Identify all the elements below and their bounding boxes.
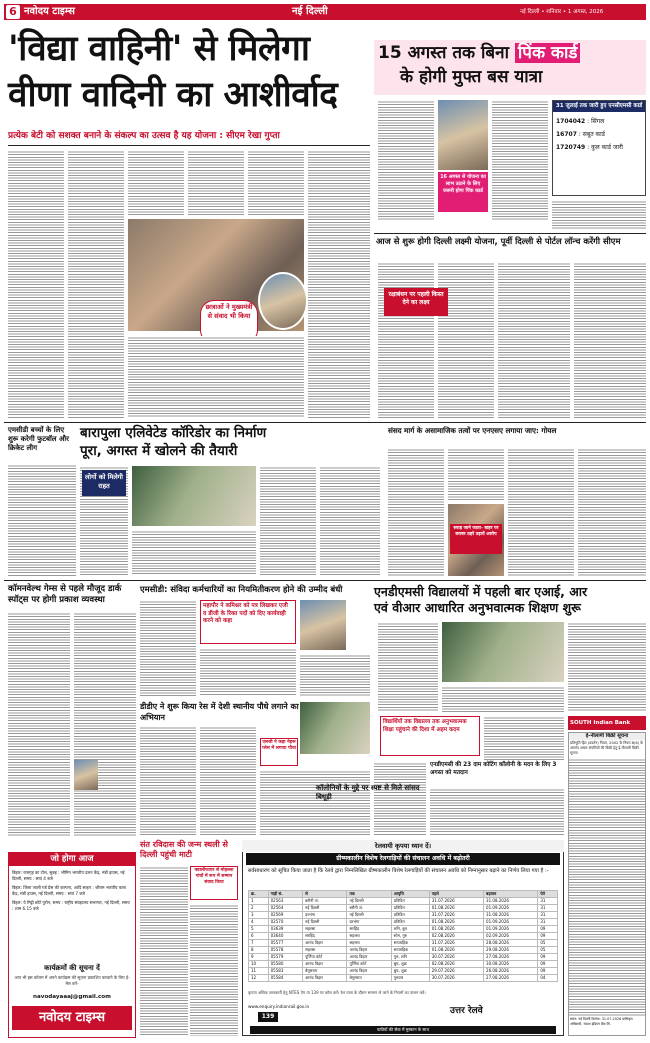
mcd-staff-headline: एमसीडी: संविदा कर्मचारियों का नियमितीकरण होने की उम्मीद बंधी — [140, 584, 343, 594]
railway-table-cell: आनंद विहार — [347, 968, 391, 975]
railway-table-cell: 02.08.2026 — [429, 961, 483, 968]
ndmc-headline-1: एनडीएमसी विद्यालयों में पहली बार एआई, आर — [374, 584, 588, 599]
railway-table-cell: सरहिंद — [347, 926, 391, 933]
pink-body-col2 — [492, 100, 548, 220]
railway-table-cell: गुरु, शनि — [391, 954, 429, 961]
railway-table-cell: सहरसा — [347, 933, 391, 940]
railway-table-cell: 31.07.2026 — [429, 912, 483, 919]
railway-table-cell: 02.08.2026 — [429, 933, 483, 940]
event-item: बिहार: जिला जाली गर्ड प्रेस की कल्पना, आदि साहन : श्रीराम भारतीय कला केंद्र, मंडी हाउस, नई दिल्ली, समय : सायं 7 बजे — [12, 885, 126, 896]
barapula-body-col2 — [132, 530, 256, 576]
dda-body-col2 — [200, 726, 256, 836]
railway-table-cell: 26.08.2026 — [484, 968, 538, 975]
barapula-inset: लोगों को मिलेगी राहत — [82, 470, 126, 496]
pink-card-headline-1: 15 अगस्त तक बिना पिंक कार्ड — [378, 42, 580, 64]
divider — [8, 145, 370, 146]
sports-headline: एमसीडी बच्चों के लिए शुरू करेगी फुटबॉल और क्रिकेट लीग — [8, 426, 70, 452]
railway-table-cell: 02563 — [268, 898, 303, 905]
railway-footer: यात्रियों की सेवा में मुस्कान के साथ — [250, 1026, 556, 1034]
railway-table-cell: प्रतिदिन — [391, 898, 429, 905]
railway-table-cell: 30.07.2026 — [429, 954, 483, 961]
railway-table-cell: सहरसा — [347, 940, 391, 947]
dda-callout: एलजी ने कहा नेहरू प्लेस में लगाया पौधा — [260, 738, 298, 766]
railway-table-cell: 27.08.2026 — [484, 954, 538, 961]
railway-table-row — [249, 947, 558, 954]
railway-table-cell: 6 — [249, 933, 269, 940]
railway-table-cell: 11 — [249, 968, 269, 975]
railway-table-cell: बुध, शुक्र — [391, 968, 429, 975]
railway-table-cell: 28.08.2026 — [484, 940, 538, 947]
railway-table-cell: 05580 — [268, 961, 303, 968]
events-notice-text: आप भी इस कॉलम में अपने कार्यक्रम की सूचना प्रकाशित करवाने के लिए ई-मेल करें- — [14, 975, 130, 986]
railway-table-cell: 09 — [538, 933, 558, 940]
railway-table — [248, 890, 558, 982]
barapula-headline-1: बारापुला एलिवेटेड कॉरिडोर का निर्माण — [80, 425, 267, 441]
lead-body-col4 — [188, 150, 244, 215]
stats-box — [552, 100, 646, 196]
railway-table-cell: 30.07.2026 — [429, 975, 483, 982]
bank-logo: SOUTH Indian Bank — [570, 720, 631, 726]
railway-table-row — [249, 919, 558, 926]
railway-table-row — [249, 926, 558, 933]
event-item: बिहार: ये मिट्टी छोटे पुरोन, समय : राष्ट्रीय संग्रहालय सभागार, नई दिल्ली, समय : शाम 6.15 बजे — [12, 900, 130, 911]
mcd-body-col2 — [200, 648, 296, 696]
railway-table-cell: 31.08.2026 — [484, 898, 538, 905]
railway-table-cell: आनंद विहार — [347, 947, 391, 954]
railway-table-cell: प्रतिदिन — [391, 912, 429, 919]
bank-notice-text: प्रतिभूति हित (प्रवर्तन) नियम, 2002 के नियम 8(6) के अंतर्गत अचल संपत्तियों की बिक्री हेतु ई-नीलामी बिक्री सूचना — [570, 741, 643, 755]
barapula-headline-2: पूरा, अगस्त में खोलने की तैयारी — [80, 443, 238, 459]
railway-table-cell: 9 — [249, 954, 269, 961]
parliament-body-col3 — [508, 448, 574, 576]
photo-caption: छात्राओं ने मुख्यमंत्री से संवाद भी किया — [200, 300, 258, 344]
barapula-body-col4 — [320, 466, 380, 576]
barapula-body-col3 — [260, 466, 316, 576]
railway-table-cell: गुरुवार — [391, 975, 429, 982]
railway-table-cell: बेगूसराय — [303, 968, 347, 975]
railway-table-cell: 05579 — [268, 954, 303, 961]
events-title: जो होगा आज — [8, 852, 136, 866]
railway-table-cell: 05577 — [268, 940, 303, 947]
railway-table-cell: 29.08.2026 — [484, 947, 538, 954]
pink-card-highlight: पिंक कार्ड — [515, 43, 581, 63]
pink-photo — [438, 100, 488, 170]
railway-table-cell: 05578 — [268, 947, 303, 954]
events-email: navodayaaaj@gmail.com — [33, 994, 111, 1000]
dda-headline: डीडीए ने शुरू किया रेस में देशी स्थानीय पौधे लगाने का अभियान — [140, 702, 299, 722]
railway-table-cell: शनि, बुध — [391, 926, 429, 933]
ndmc-body-col4 — [484, 716, 564, 760]
railway-note: कृपया अधिक जानकारी हेतु NTES ऐप या 139 पर कॉल करें। रेल यात्रा के दौरान सामान ले जाने के नियमों का पालन करें। — [248, 990, 426, 995]
lead-body-bottom — [128, 336, 304, 418]
barapula-photo — [132, 466, 256, 526]
bank-notice — [568, 732, 646, 1036]
railway-table-cell: पूर्णिया कोर्ट — [303, 954, 347, 961]
footer-brand-logo: नवोदय टाइम्स — [12, 1006, 132, 1030]
railway-table-cell: सहरसा — [303, 926, 347, 933]
railway-banner: रेलवायी कृपया ध्यान दें। — [242, 840, 564, 852]
railway-table-cell: 31 — [538, 898, 558, 905]
railway-table-cell: आनंद विहार — [303, 975, 347, 982]
pink-body-col3 — [552, 200, 646, 230]
dark-spots-headline: कॉमनवेल्थ गेम्स से पहले मौजूद डार्क स्पॉट्स पर होगी प्रकाश व्यवस्था — [8, 584, 122, 605]
lakshmi-headline: आज से शुरू होगी दिल्ली लक्ष्मी योजना, पूर्वी दिल्ली से पोर्टल लॉन्च करेंगी सीएम — [376, 236, 621, 246]
stat-row: 1704042 : सिंगल — [556, 118, 605, 125]
ndmc-body-col3 — [568, 622, 646, 712]
pink-callout: 16 अगस्त से योजना का लाभ उठाने के लिए जरूरी होगा पिंक कार्ड — [438, 172, 488, 212]
parliament-headline: संसद मार्ग के असामाजिक तत्वों पर एनएसए लगाया जाए: गोयल — [388, 426, 557, 435]
railway-table-cell: 31 — [538, 912, 558, 919]
railway-table-cell: 30.08.2026 — [484, 961, 538, 968]
ndmc-body-col2 — [442, 686, 564, 712]
railway-logo: उत्तर रेलवे — [450, 1006, 483, 1016]
railway-table-cell: 4 — [249, 919, 269, 926]
railway-helpline: 139 — [258, 1012, 278, 1022]
railway-table-cell: साप्ताहिक — [391, 947, 429, 954]
railway-table-cell: दरभंगा — [347, 919, 391, 926]
railway-table-cell: 05584 — [268, 975, 303, 982]
bank-notice-body — [569, 758, 645, 1016]
sant-callout: क्वालीफायर से मोहल्ला गांवों में रूप में सम्मान संवाद किया — [190, 866, 238, 900]
lead-headline-1: 'विद्या वाहिनी' से मिलेगा — [8, 29, 310, 69]
railway-table-header: क्र. गाड़ी सं. से तक आवृत्ति पहले बढ़ाकर फेरे — [249, 891, 558, 898]
lead-body-col5 — [248, 150, 304, 215]
railway-table-cell: 05 — [538, 940, 558, 947]
ndmc-body-col1 — [378, 622, 438, 712]
railway-table-cell: 05 — [538, 947, 558, 954]
railway-table-cell: पूर्णिया कोर्ट — [347, 961, 391, 968]
date-line: नई दिल्ली • शनिवार • 1 अगस्त, 2026 — [520, 9, 604, 15]
dda-body-col3 — [260, 770, 370, 836]
railway-table-cell: 01.09.2026 — [484, 905, 538, 912]
lead-body-col1 — [8, 150, 64, 418]
lead-body-col3 — [128, 150, 184, 215]
railway-table-row — [249, 968, 558, 975]
railway-table-cell: 10 — [249, 961, 269, 968]
railway-table-row — [249, 961, 558, 968]
sant-body-col2 — [190, 904, 238, 1036]
railway-table-cell: आनंद विहार — [347, 954, 391, 961]
railway-table-cell: 12 — [249, 975, 269, 982]
lead-subhead: प्रत्येक बेटी को सशक्त बनाने के संकल्प का उत्सव है यह योजना : सीएम रेखा गुप्ता — [8, 131, 280, 141]
railway-table-cell: 03639 — [268, 926, 303, 933]
railway-table-cell: आनंद विहार — [303, 940, 347, 947]
event-item: बिहार: राजगृह का टोल, सुबह : भीमिन भारतीय दलन केंद्र, मंडी हाउस, नई दिल्ली, समय : सायं 4 बजे — [12, 870, 125, 881]
lg-photo — [300, 702, 370, 754]
railway-table-cell: सहरसा — [303, 947, 347, 954]
railway-table-cell: 01.08.2026 — [429, 905, 483, 912]
mcd-body-col1 — [140, 600, 196, 696]
divider — [4, 580, 646, 581]
stats-list — [553, 112, 645, 157]
railway-table-cell: 01.09.2026 — [484, 926, 538, 933]
bank-title: ई-नीलामी बिक्री सूचना — [569, 733, 645, 740]
pink-card-headline-2: के होगी मुफ्त बस यात्रा — [400, 67, 543, 87]
author-photo — [74, 760, 98, 790]
dda-body-col1 — [140, 726, 196, 836]
railway-table-cell: 31 — [538, 919, 558, 926]
ndmc-sub-headline: एनडीएमसी की 23 दाम कोटिंग कॉलोनी के मदन के लिए 3 अगस्त को मतदान — [430, 762, 557, 776]
section-name: नई दिल्ली — [292, 6, 328, 17]
railway-table-cell: 02564 — [268, 905, 303, 912]
lakshmi-body-col3 — [498, 262, 570, 418]
railway-table-cell: 01.08.2026 — [429, 926, 483, 933]
ndmc-body-col5 — [430, 788, 564, 836]
railway-table-cell: 09 — [538, 954, 558, 961]
mcd-callout: महापौर ने कमिश्नर को पत्र लिखकर एजी व डीजी के रिक्त पदों को दिए कार्यवाही करने को कहा — [200, 600, 296, 644]
brand-logo: नवोदय टाइम्स — [24, 6, 75, 17]
lead-headline-2: वीणा वादिनी का आशीर्वाद — [8, 75, 338, 115]
ndmc-headline-2: एवं वीआर आधारित अनुभवात्मक शिक्षण शुरू — [374, 600, 581, 615]
lead-body-col6 — [308, 150, 370, 418]
railway-table-cell: 03640 — [268, 933, 303, 940]
railway-table-cell: साप्ताहिक — [391, 940, 429, 947]
railway-table-cell: 1 — [249, 898, 269, 905]
stat-row: 1720749 : कुल कार्ड जारी — [556, 144, 623, 151]
railway-table-cell: 02569 — [268, 912, 303, 919]
railway-title: ग्रीष्मकालीन विशेष रेलगाड़ियों की संचालन अवधि में बढ़ोतरी — [246, 853, 560, 865]
railway-table-row — [249, 898, 558, 905]
bank-footer: स्थान: नई दिल्ली दिनांक: 31.07.2026 प्राधिकृत अधिकारी, साउथ इंडियन बैंक लि. — [570, 1017, 633, 1026]
railway-table-cell: बरौनी जं. — [347, 905, 391, 912]
sports-body — [8, 464, 76, 576]
railway-table-cell: आनंद विहार — [303, 961, 347, 968]
railway-table-cell: 04 — [538, 975, 558, 982]
railway-table-cell: 7 — [249, 940, 269, 947]
sant-body-col1 — [140, 866, 188, 1036]
railway-table-row — [249, 905, 558, 912]
colony-headline: कॉलोनियों के मुद्दे पर स्पष्ट से मिले सांसद बिधूड़ी — [316, 784, 420, 801]
railway-table-cell: 5 — [249, 926, 269, 933]
cm-inset-photo — [258, 272, 308, 330]
railway-table-cell: 3 — [249, 912, 269, 919]
divider — [374, 233, 646, 234]
railway-table-cell: नई दिल्ली — [347, 898, 391, 905]
railway-table-row — [249, 954, 558, 961]
page-number: 6 — [6, 5, 20, 19]
railway-table-cell: 01.09.2026 — [484, 919, 538, 926]
railway-table-cell: नई दिल्ली — [303, 905, 347, 912]
railway-intro: सर्वसाधारण को सूचित किया जाता है कि रेलवे द्वारा निम्नलिखित ग्रीष्मकालीन विशेष रेलगाड़ियों की संचालन अवधि को निम्नानुसार बढ़ाने का निर्णय लिया गया है :- — [248, 868, 549, 874]
lead-body-col2 — [68, 150, 124, 418]
railway-table-cell: 31.08.2026 — [484, 912, 538, 919]
sant-headline: संत रविदास की जन्म स्थली से दिल्ली पहुंची माटी — [140, 840, 228, 859]
pink-body-col1 — [378, 100, 434, 220]
railway-table-row — [249, 975, 558, 982]
ndmc-callout: विद्यार्थियों तक विद्यालय तक अनुभवात्मक शिक्षा पहुंचाने की दिशा में अहम कदम — [380, 716, 480, 756]
railway-table-cell: नई दिल्ली — [347, 912, 391, 919]
stats-title: 31 जुलाई तक जारी हुए एनसीएमसी कार्ड — [553, 101, 645, 112]
railway-table-cell: 8 — [249, 947, 269, 954]
lakshmi-body-col2 — [438, 262, 494, 418]
railway-table-row — [249, 940, 558, 947]
railway-website[interactable]: www.enquiry.indianrail.gov.in — [248, 1004, 310, 1009]
parliament-body-col4 — [578, 448, 646, 576]
events-list — [12, 870, 132, 912]
dark-spots-body-col1 — [8, 612, 70, 836]
railway-table-cell: 09 — [538, 926, 558, 933]
stat-row: 16707 : सबूत कार्ड — [556, 131, 605, 138]
railway-table-cell: 2 — [249, 905, 269, 912]
dark-spots-body-col2 — [74, 612, 136, 836]
railway-table-cell: दरभंगा — [303, 912, 347, 919]
railway-table-cell: 05583 — [268, 968, 303, 975]
railway-table-row — [249, 933, 558, 940]
railway-table-cell: 01.08.2026 — [429, 947, 483, 954]
events-notice-title: कार्यक्रमों की सूचना दें — [44, 964, 100, 972]
railway-table-cell: सोम, गुरु — [391, 933, 429, 940]
mcd-body-col3 — [300, 654, 370, 696]
parliament-callout: सराह जाने जाता- बाहर पर बराबर ठहरे उड़ायें आरोप — [450, 524, 502, 554]
railway-table-cell: 31 — [538, 905, 558, 912]
railway-table-cell: प्रतिदिन — [391, 919, 429, 926]
railway-table-cell: बेगूसराय — [347, 975, 391, 982]
parliament-body-col1 — [388, 448, 444, 576]
railway-table-cell: 31.07.2026 — [429, 898, 483, 905]
parliament-body-col2 — [448, 448, 504, 500]
railway-table-row — [249, 912, 558, 919]
ndmc-photo — [442, 622, 564, 682]
mayor-photo — [300, 600, 346, 650]
railway-table-cell: 09 — [538, 968, 558, 975]
railway-table-cell: 09 — [538, 961, 558, 968]
railway-table-cell: 31.07.2026 — [429, 940, 483, 947]
railway-table-cell: 29.07.2026 — [429, 968, 483, 975]
railway-table-cell: नई दिल्ली — [303, 919, 347, 926]
lakshmi-body-col1 — [378, 262, 434, 418]
railway-table-cell: 27.08.2026 — [484, 975, 538, 982]
railway-table-cell: 01.08.2026 — [429, 919, 483, 926]
railway-table-cell: सरहिंद — [303, 933, 347, 940]
lakshmi-callout: रक्षाबंधन पर पहली किस्त देने का लक्ष्य — [384, 288, 448, 316]
railway-table-cell: बरौनी जं. — [303, 898, 347, 905]
lakshmi-body-col4 — [574, 262, 646, 418]
railway-table-cell: प्रतिदिन — [391, 905, 429, 912]
railway-table-cell: बुध, शुक्र — [391, 961, 429, 968]
divider — [4, 422, 646, 423]
railway-table-cell: 02570 — [268, 919, 303, 926]
railway-table-cell: 02.09.2026 — [484, 933, 538, 940]
